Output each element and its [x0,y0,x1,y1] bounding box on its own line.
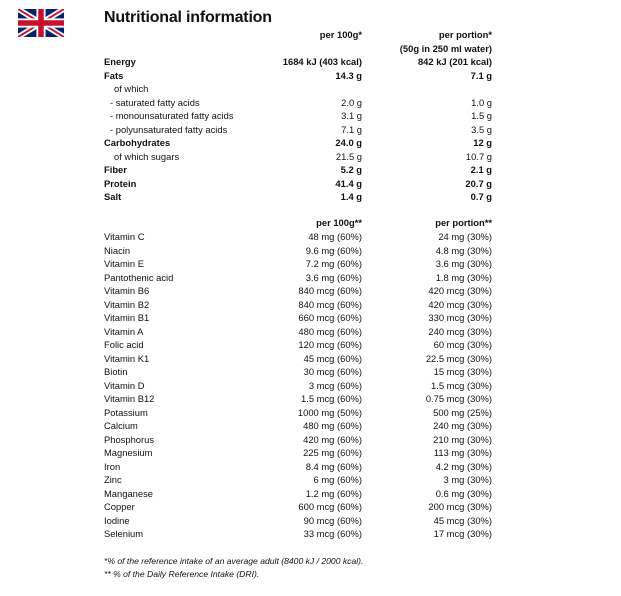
value-per-portion: 210 mg (30%) [433,433,492,445]
micro-row [104,527,496,541]
value-per-portion: 4.2 mg (30%) [435,460,492,472]
value-per-100g: 1.4 g [340,191,362,202]
micro-row [104,406,496,420]
page-title: Nutritional information [104,9,272,26]
nutrient-name: Vitamin K1 [104,352,150,364]
micro-row [104,365,496,379]
value-per-portion: 240 mcg (30%) [428,325,492,337]
micro-row [104,514,496,528]
value-per-portion: 12 g [473,137,492,148]
nutrient-name: Pantothenic acid [104,271,174,283]
nutrient-name: Magnesium [104,447,153,458]
nutrient-name: Selenium [104,528,144,539]
value-per-100g: 30 mcg (60%) [303,366,362,377]
nutrient-name: Vitamin B12 [104,393,155,404]
nutrient-name: Vitamin B6 [104,285,150,296]
value-per-100g: 1.5 mcg (60%) [301,393,362,404]
value-per-portion: 7.1 g [470,69,492,81]
value-per-portion: 17 mcg (30%) [433,528,492,539]
macro-row [104,190,496,204]
value-per-100g: 8.4 mg (60%) [305,460,362,472]
macro-header-portion: per portion* [438,29,492,40]
footnotes [104,555,363,581]
value-per-portion: 3 mg (30%) [443,474,492,485]
nutrient-name: Vitamin B1 [104,312,150,323]
nutrient-name: of which sugars [114,150,180,162]
micro-row [104,244,496,258]
macro-row [104,109,496,123]
value-per-portion: 15 mcg (30%) [433,366,492,377]
micro-row [104,284,496,298]
macro-header-row [104,28,496,42]
nutrient-name: Protein [104,177,137,189]
micro-header-portion: per portion** [435,217,492,228]
value-per-100g: 7.1 g [341,123,362,135]
nutrient-name: Fats [104,69,124,81]
macro-header-per100: per 100g* [319,29,362,40]
macro-row [104,150,496,164]
footnote-dri: ** % of the Daily Reference Intake (DRI). [104,569,260,579]
micro-row [104,487,496,501]
micro-header-row [104,216,496,230]
value-per-portion: 420 mcg (30%) [428,285,492,296]
macro-row [104,96,496,110]
value-per-portion: 330 mcg (30%) [428,312,492,323]
value-per-100g: 33 mcg (60%) [303,528,362,539]
value-per-100g: 5.2 g [340,164,362,175]
macro-row [104,55,496,69]
value-per-100g: 1000 mg (50%) [297,406,362,418]
value-per-100g: 41.4 g [335,177,362,189]
nutrient-name: Fiber [104,164,127,175]
micro-row [104,352,496,366]
value-per-100g: 90 mcg (60%) [303,514,362,526]
value-per-portion: 200 mcg (30%) [428,501,492,512]
value-per-portion: 22.5 mcg (30%) [425,352,492,364]
value-per-100g: 14.3 g [335,69,362,81]
value-per-100g: 3 mcg (60%) [308,379,362,391]
nutrient-name: - polyunsaturated fatty acids [110,123,228,135]
value-per-100g: 840 mcg (60%) [298,285,362,296]
macro-row [104,163,496,177]
value-per-portion: 113 mg (30%) [433,447,492,458]
nutrient-name: Vitamin A [104,325,144,337]
macro-row [104,123,496,137]
nutrient-name: Niacin [104,244,131,256]
micro-row [104,325,496,339]
value-per-100g: 45 mcg (60%) [303,352,362,364]
value-per-portion: 3.5 g [471,123,492,135]
value-per-portion: 60 mcg (30%) [433,339,492,350]
value-per-100g: 840 mcg (60%) [298,298,362,310]
micro-row [104,379,496,393]
nutrient-name: Biotin [104,366,128,377]
macro-row [104,82,496,96]
micro-row [104,500,496,514]
nutrient-name: Calcium [104,420,138,431]
value-per-portion: 842 kJ (201 kcal) [417,56,492,67]
value-per-100g: 7.2 mg (60%) [305,258,362,269]
macro-rows [104,55,496,204]
value-per-100g: 21.5 g [335,150,362,162]
value-per-portion: 1.0 g [471,96,492,108]
nutrient-name: Vitamin E [104,258,144,269]
value-per-100g: 480 mg (60%) [303,420,362,431]
value-per-100g: 120 mcg (60%) [298,339,362,350]
value-per-100g: 9.6 mg (60%) [305,244,362,256]
value-per-100g: 660 mcg (60%) [298,312,362,323]
value-per-portion: 0.7 g [470,191,492,202]
nutrient-name: Copper [104,501,135,512]
macro-header-row-2 [104,42,496,56]
value-per-100g: 420 mg (60%) [303,433,362,445]
value-per-portion: 1.5 g [471,110,492,121]
nutrient-name: of which [114,83,149,94]
value-per-100g: 600 mcg (60%) [298,501,362,512]
uk-flag-icon [18,9,64,37]
value-per-100g: 225 mg (60%) [303,447,362,458]
value-per-100g: 3.6 mg (60%) [305,271,362,283]
value-per-portion: 45 mcg (30%) [433,514,492,526]
macro-row [104,69,496,83]
value-per-portion: 1.8 mg (30%) [435,271,492,283]
value-per-100g: 6 mg (60%) [313,474,362,485]
value-per-portion: 4.8 mg (30%) [435,244,492,256]
nutrient-name: Potassium [104,406,148,418]
nutrient-name: Folic acid [104,339,144,350]
micro-row [104,392,496,406]
nutrient-name: Salt [104,191,122,202]
nutrient-name: - monounsaturated fatty acids [110,110,234,121]
value-per-portion: 240 mg (30%) [433,420,492,431]
value-per-100g: 48 mg (60%) [308,231,362,242]
micro-header-per100: per 100g** [316,217,362,228]
value-per-100g: 2.0 g [341,96,362,108]
micro-row [104,230,496,244]
value-per-100g: 1.2 mg (60%) [305,487,362,499]
nutrient-name: Manganese [104,487,153,499]
value-per-portion: 0.75 mcg (30%) [425,393,492,404]
micro-row [104,473,496,487]
value-per-portion: 0.6 mg (30%) [435,487,492,499]
macro-header-portion-detail: (50g in 250 ml water) [399,42,492,54]
value-per-portion: 20.7 g [465,177,492,189]
nutrient-name: - saturated fatty acids [110,96,200,108]
micro-row [104,419,496,433]
value-per-portion: 420 mcg (30%) [428,298,492,310]
micro-row [104,446,496,460]
value-per-100g: 1684 kJ (403 kcal) [282,56,362,67]
value-per-portion: 10.7 g [465,150,492,162]
nutrient-name: Zinc [104,474,122,485]
nutrient-name: Energy [104,56,136,67]
value-per-portion: 3.6 mg (30%) [435,258,492,269]
micro-row [104,311,496,325]
micro-row [104,460,496,474]
macro-row [104,136,496,150]
nutrient-name: Carbohydrates [104,137,171,148]
micro-row [104,298,496,312]
nutrient-name: Vitamin B2 [104,298,150,310]
micro-row [104,433,496,447]
value-per-portion: 24 mg (30%) [438,231,492,242]
value-per-portion: 1.5 mcg (30%) [431,379,492,391]
macro-table [104,28,496,204]
micro-rows [104,230,496,541]
micro-row [104,257,496,271]
footnote-reference-intake: *% of the reference intake of an average adult (8400 kJ / 2000 kcal). [104,556,364,566]
nutrient-name: Iron [104,460,121,472]
micro-row [104,271,496,285]
value-per-portion: 500 mg (25%) [433,406,492,418]
nutrient-name: Iodine [104,514,130,526]
value-per-100g: 480 mcg (60%) [298,325,362,337]
value-per-100g: 3.1 g [341,110,362,121]
value-per-portion: 2.1 g [470,164,492,175]
value-per-100g: 24.0 g [335,137,362,148]
nutrient-name: Phosphorus [104,433,155,445]
nutrient-name: Vitamin C [104,231,145,242]
micro-row [104,338,496,352]
micro-table [104,216,496,541]
macro-row [104,177,496,191]
nutrient-name: Vitamin D [104,379,145,391]
